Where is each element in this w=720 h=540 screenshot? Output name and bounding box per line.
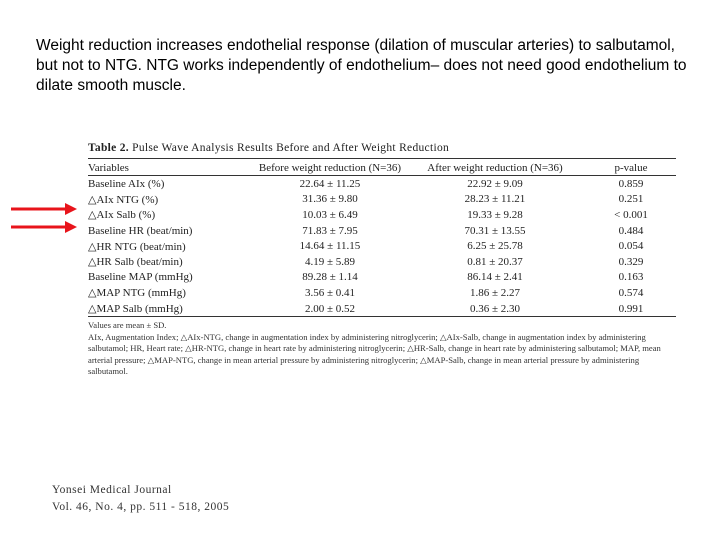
cell-after: 70.31 ± 13.55	[464, 224, 526, 237]
header-variables: Variables	[88, 161, 129, 174]
cell-variable: △AIx Salb (%)	[88, 209, 156, 222]
cell-before: 10.03 ± 6.49	[302, 208, 358, 221]
cell-p-value: 0.574	[618, 286, 644, 299]
table-caption-label: Table 2.	[88, 142, 129, 154]
table-row	[88, 176, 676, 192]
cell-before: 4.19 ± 5.89	[304, 255, 356, 268]
red-arrow-icon	[11, 203, 77, 215]
cell-before: 2.00 ± 0.52	[304, 302, 356, 315]
table-row	[88, 238, 676, 254]
cell-variable: Baseline HR (beat/min)	[88, 224, 193, 237]
cell-after: 86.14 ± 2.41	[467, 271, 523, 284]
cell-variable: △MAP NTG (mmHg)	[88, 287, 186, 300]
cell-after: 22.92 ± 9.09	[467, 177, 523, 190]
cell-variable: △HR Salb (beat/min)	[88, 256, 183, 269]
cell-p-value: 0.054	[618, 240, 644, 253]
cell-before: 89.28 ± 1.14	[302, 271, 358, 284]
cell-variable: △HR NTG (beat/min)	[88, 240, 186, 253]
cell-p-value: 0.163	[618, 271, 644, 284]
cell-before: 22.64 ± 11.25	[299, 177, 361, 190]
journal-citation	[52, 482, 229, 516]
cell-before: 3.56 ± 0.41	[304, 286, 356, 299]
cell-variable: △AIx NTG (%)	[88, 193, 159, 206]
cell-before: 31.36 ± 9.80	[302, 193, 358, 206]
cell-after: 1.86 ± 2.27	[469, 286, 521, 299]
journal-volume: Vol. 46, No. 4, pp. 511 - 518, 2005	[52, 501, 230, 513]
table-row	[88, 285, 676, 301]
table-row	[88, 301, 676, 317]
cell-variable: Baseline MAP (mmHg)	[88, 271, 193, 284]
results-table-figure	[88, 142, 676, 378]
header-before: Before weight reduction (N=36)	[258, 161, 402, 174]
cell-after: 0.81 ± 20.37	[467, 255, 523, 268]
table-caption-title: Pulse Wave Analysis Results Before and After Weight Reduction	[132, 142, 450, 154]
cell-after: 6.25 ± 25.78	[467, 240, 523, 253]
cell-p-value: 0.329	[618, 255, 644, 268]
red-arrow-icon	[11, 221, 77, 233]
cell-p-value: < 0.001	[614, 208, 648, 221]
header-p-value: p-value	[614, 161, 648, 174]
cell-variable: Baseline AIx (%)	[88, 177, 165, 190]
table-row	[88, 192, 676, 208]
table-note-values: Values are mean ± SD.	[88, 320, 167, 331]
cell-p-value: 0.859	[618, 177, 644, 190]
header-after: After weight reduction (N=36)	[427, 161, 563, 174]
table-row	[88, 270, 676, 286]
table-caption	[88, 142, 676, 154]
table-notes	[88, 320, 676, 378]
table-header-row	[88, 159, 676, 176]
cell-p-value: 0.484	[618, 224, 644, 237]
table-row	[88, 207, 676, 223]
cell-before: 14.64 ± 11.15	[299, 240, 361, 253]
cell-after: 0.36 ± 2.30	[469, 302, 521, 315]
table-row	[88, 223, 676, 239]
cell-p-value: 0.991	[618, 302, 644, 315]
journal-name: Yonsei Medical Journal	[52, 484, 172, 496]
cell-before: 71.83 ± 7.95	[302, 224, 358, 237]
cell-after: 28.23 ± 11.21	[464, 193, 526, 206]
intro-text: Weight reduction increases endothelial response (dilation of muscular arteries) to salbutamol, but not to NTG. NTG works independently of endothelium– does not need good endothelium to dilate smooth muscle.	[36, 37, 687, 94]
cell-p-value: 0.251	[618, 193, 644, 206]
cell-variable: △MAP Salb (mmHg)	[88, 303, 183, 316]
table-row	[88, 254, 676, 270]
results-table	[88, 158, 676, 317]
cell-after: 19.33 ± 9.28	[467, 208, 523, 221]
table-note-abbreviations: AIx, Augmentation Index; △AIx-NTG, change in augmentation index by administering nitroglycerin; △AIx-Salb, change in augmentation index by administering salbutamol; HR, Heart rate; △HR-NTG, change in heart rate by administering nitroglycerin; △HR-Salb, change in heart rate by administering salbutamol; MAP, mean arterial pressure; △MAP-NTG, change in mean arterial pressure by administering nitroglycerin; △MAP-Salb, change in mean arterial pressure by administering salbutamol.	[88, 331, 661, 377]
